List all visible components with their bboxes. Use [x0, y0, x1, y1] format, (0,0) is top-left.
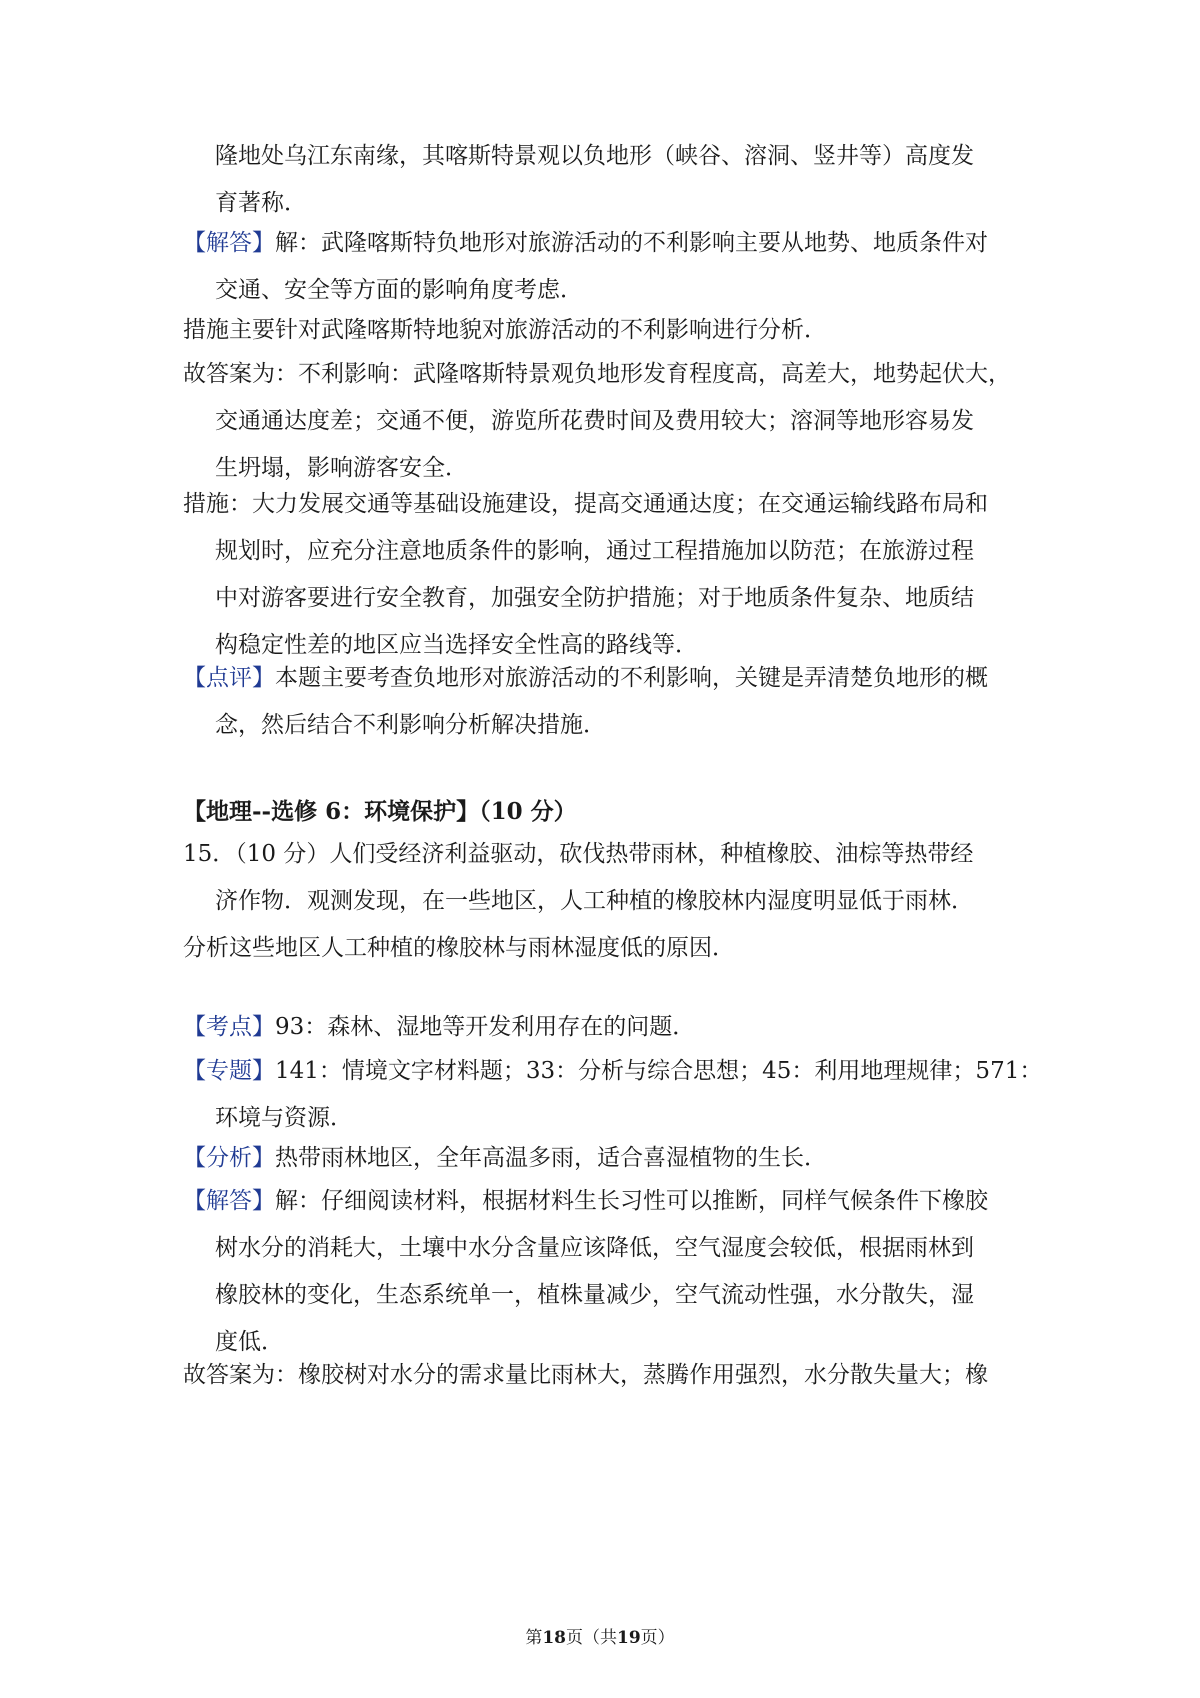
text-line: 规划时，应充分注意地质条件的影响，通过工程措施加以防范；在旅游过程	[215, 538, 974, 564]
fenxi-paragraph	[183, 1135, 1043, 1182]
text-line: 构稳定性差的地区应当选择安全性高的路线等．	[215, 632, 698, 658]
answer-paragraph-2	[183, 1178, 1043, 1366]
text-line: 【分析】热带雨林地区，全年高温多雨，适合喜湿植物的生长．	[183, 1145, 827, 1171]
measures-paragraph	[183, 481, 1043, 669]
text-line: 【点评】本题主要考查负地形对旅游活动的不利影响，关键是弄清楚负地形的概	[183, 665, 988, 691]
text-line: 15．（10 分）人们受经济利益驱动，砍伐热带雨林，种植橡胶、油棕等热带经	[183, 841, 974, 867]
text-line: 隆地处乌江东南缘，其喀斯特景观以负地形（峡谷、溶洞、竖井等）高度发	[215, 143, 974, 169]
zhuanti-tag: 【专题】	[183, 1058, 275, 1084]
section-heading-text: 【地理--选修 6：环境保护】（10 分）	[183, 798, 577, 825]
page-footer: 第18页（共19页）	[525, 1628, 675, 1648]
zhuanti-paragraph	[183, 1048, 1043, 1142]
text-line: 【专题】141：情境文字材料题；33：分析与综合思想；45：利用地理规律；571：	[183, 1058, 1043, 1084]
section-heading	[183, 788, 1043, 835]
text-line: 措施：大力发展交通等基础设施建设，提高交通通达度；在交通运输线路布局和	[183, 491, 988, 517]
kaodian-tag: 【考点】	[183, 1014, 275, 1040]
text-line: 中对游客要进行安全教育，加强安全防护措施；对于地质条件复杂、地质结	[215, 585, 974, 611]
kaodian-paragraph	[183, 1004, 1043, 1051]
text-line: 交通、安全等方面的影响角度考虑．	[215, 277, 583, 303]
text-line: 措施主要针对武隆喀斯特地貌对旅游活动的不利影响进行分析．	[183, 317, 827, 343]
page-total: 19	[617, 1628, 641, 1648]
text-line: 故答案为：不利影响：武隆喀斯特景观负地形发育程度高，高差大，地势起伏大，	[183, 361, 1011, 387]
text-line: 环境与资源．	[215, 1105, 353, 1131]
continuation-paragraph	[183, 133, 1043, 227]
question-15	[183, 831, 1043, 972]
text-line: 济作物．观测发现，在一些地区，人工种植的橡胶林内湿度明显低于雨林．	[215, 888, 974, 914]
conclusion-paragraph-2	[183, 1352, 1043, 1399]
measures-note	[183, 307, 1043, 354]
text-line: 【解答】解：仔细阅读材料，根据材料生长习性可以推断，同样气候条件下橡胶	[183, 1188, 988, 1214]
text-line: 【解答】解：武隆喀斯特负地形对旅游活动的不利影响主要从地势、地质条件对	[183, 230, 988, 256]
text-line: 生坍塌，影响游客安全．	[215, 455, 468, 481]
text-line: 念，然后结合不利影响分析解决措施．	[215, 712, 606, 738]
text-line: 度低．	[215, 1329, 284, 1355]
text-line: 【考点】93：森林、湿地等开发利用存在的问题．	[183, 1014, 696, 1040]
review-paragraph	[183, 655, 1043, 749]
page-number: 18	[542, 1628, 566, 1648]
fenxi-tag: 【分析】	[183, 1145, 275, 1171]
answer-tag: 【解答】	[183, 230, 275, 256]
text-line: 故答案为：橡胶树对水分的需求量比雨林大，蒸腾作用强烈，水分散失量大；橡	[183, 1362, 988, 1388]
answer-tag: 【解答】	[183, 1188, 275, 1214]
text-line: 交通通达度差；交通不便，游览所花费时间及费用较大；溶洞等地形容易发	[215, 408, 974, 434]
text-line: 橡胶林的变化，生态系统单一，植株量减少，空气流动性强，水分散失，湿	[215, 1282, 974, 1308]
text-line: 育著称．	[215, 190, 307, 216]
text-line: 树水分的消耗大，土壤中水分含量应该降低，空气湿度会较低，根据雨林到	[215, 1235, 974, 1261]
answer-paragraph	[183, 220, 1043, 314]
review-tag: 【点评】	[183, 665, 275, 691]
conclusion-paragraph	[183, 351, 1043, 492]
text-line: 分析这些地区人工种植的橡胶林与雨林湿度低的原因．	[183, 935, 735, 961]
